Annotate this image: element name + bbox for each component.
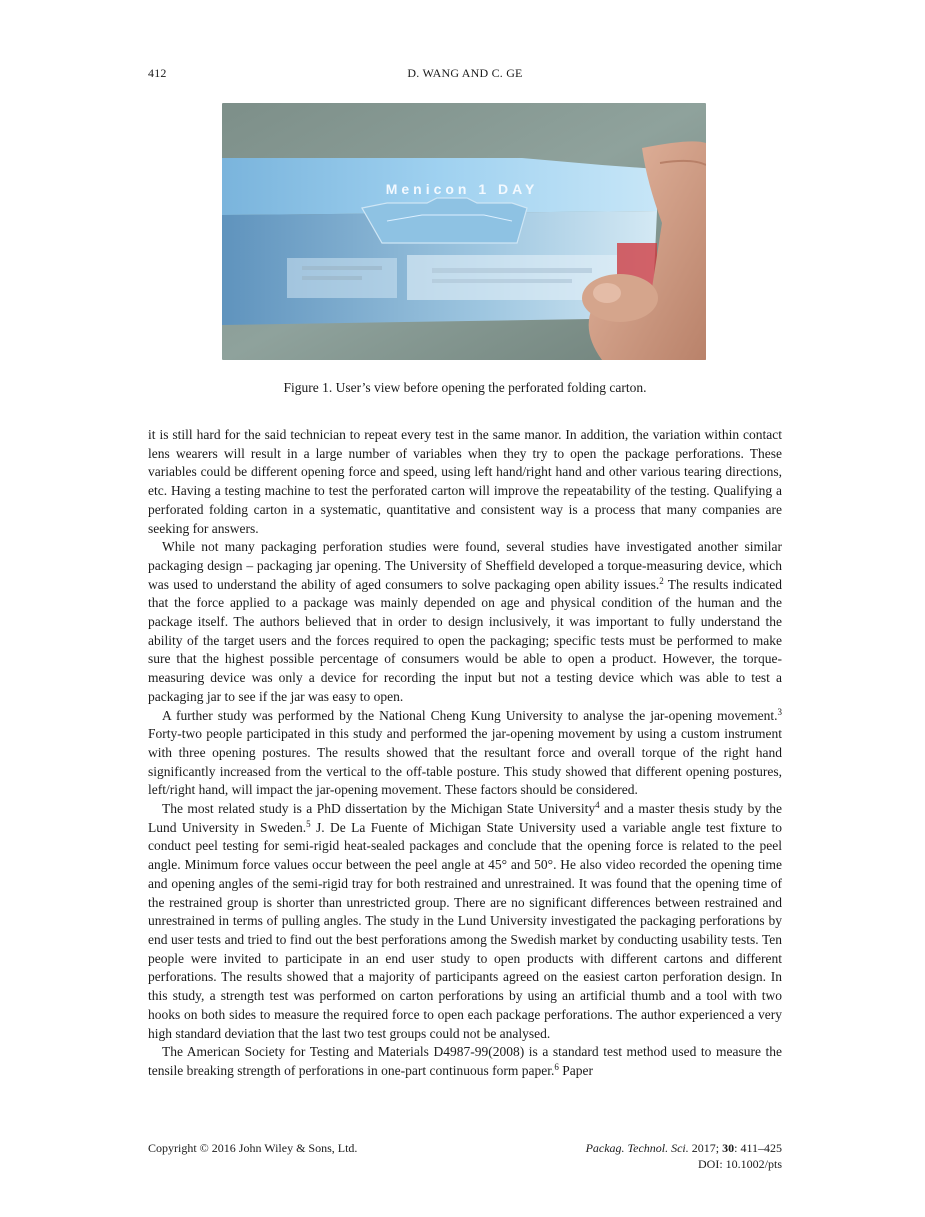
figure-1-photo	[222, 103, 706, 360]
paragraph-4	[148, 800, 782, 1043]
paragraph-3	[148, 707, 782, 801]
journal-volume: 30	[722, 1141, 735, 1155]
text-segment: Forty-two people participated in this study and performed the jar-opening movement by using a custom instrument with three opening postures. The results showed that the resultant force and overall torque of the right hand significantly increased from the vertical to the off-table posture. This study showed that different opening postures, left/right hand, will impact the jar-opening movement. These factors should be considered.	[148, 726, 782, 798]
citation-ref: 6	[554, 1061, 559, 1072]
text-segment: Paper	[558, 1062, 594, 1078]
carton-photo-illustration	[222, 103, 706, 360]
citation-ref: 5	[306, 818, 311, 829]
citation-ref: 3	[777, 706, 782, 717]
journal-name: Packag. Technol. Sci.	[585, 1141, 689, 1155]
text-segment: While not many packaging perforation studies were found, several studies have investigated another similar packaging design – packaging jar opening. The University of Sheffield developed a torque-measuring device, which was used to understand the ability of aged consumers to solve packaging open ability issues.	[148, 539, 782, 592]
citation-ref: 4	[595, 800, 600, 811]
text-segment: it is still hard for the said technician to repeat every test in the same manor. In addition, the variation within contact lens wearers will result in a large number of variables when they try to open the package perforations. These variables could be different opening force and speed, using left hand/right hand and other various tearing directions, etc. Having a testing machine to test the perforated carton will improve the repeatability of the testing. Qualifying a perforated folding carton in a systematic, quantitative and consistent way is a process that many companies are seeking for answers.	[148, 427, 782, 536]
text-segment: J. De La Fuente of Michigan State University used a variable angle test fixture to conduct peel testing for semi-rigid heat-sealed packages and conclude that the opening force is related to the peel angle. Minimum force values occur between the peel angle at 45° and 50°. He also video recorded the opening time and opening angles of the semi-rigid tray for both restrained and unrestrained. It was found that the opening time of the restrained group is shorter than unrestricted group. There are no significant differences between restrained and unrestrained in terms of pulling angles. The study in the Lund University investigated the packaging perforations by end user tests and tried to find out the best perforations among the Swedish market by conducting usability tests. Ten people were invited to participate in an end user study to open products with different cartons and different perforations. The results showed that a majority of participants agreed on the easiest carton perforation design. In this study, a strength test was performed on carton perforations by using an artificial thumb and a tool with two hooks on both sides to measure the required force to open each package perforations. The author experienced a very high standard deviation that the last two test groups could not be analysed.	[148, 819, 782, 1041]
journal-year: 2017;	[691, 1141, 720, 1155]
text-segment: A further study was performed by the National Cheng Kung University to analyse the jar-opening movement.	[162, 707, 778, 723]
page-header	[148, 66, 782, 82]
paragraph-2	[148, 538, 782, 706]
figure-caption: Figure 1. User’s view before opening the perforated folding carton.	[283, 380, 647, 395]
body-text	[148, 426, 782, 1081]
text-segment: and a master thesis study by the Lund University in Sweden.	[148, 801, 782, 835]
journal-pages: : 411–425	[734, 1141, 782, 1155]
paragraph-1	[148, 426, 782, 538]
copyright-notice: Copyright © 2016 John Wiley & Sons, Ltd.	[148, 1141, 358, 1155]
journal-citation	[586, 1140, 782, 1156]
carton-brand-text: Menicon 1 DAY	[385, 181, 539, 197]
paragraph-5	[148, 1043, 782, 1080]
text-segment: The most related study is a PhD dissertation by the Michigan State University	[162, 801, 596, 817]
citation-ref: 2	[659, 575, 664, 586]
running-title: D. WANG AND C. GE	[407, 66, 523, 80]
text-segment: The American Society for Testing and Materials D4987-99(2008) is a standard test method used to measure the tensile breaking strength of perforations in one-part continuous form paper.	[148, 1044, 782, 1078]
doi: DOI: 10.1002/pts	[698, 1157, 782, 1171]
text-segment: The results indicated that the force applied to a package was mainly depended on age and physical condition of the human and the package itself. The authors believed that in order to design inclusively, it was important to fully understand the ability of the target users and the forces required to open the packaging; specific tests must be performed to make sure that the highest possible percentage of consumers would be able to open a product. However, the torque-measuring device was only a device for recording the input but not a testing device which was able to test a packaging jar to see if the jar was easy to open.	[148, 576, 782, 704]
page-number: 412	[148, 66, 167, 80]
